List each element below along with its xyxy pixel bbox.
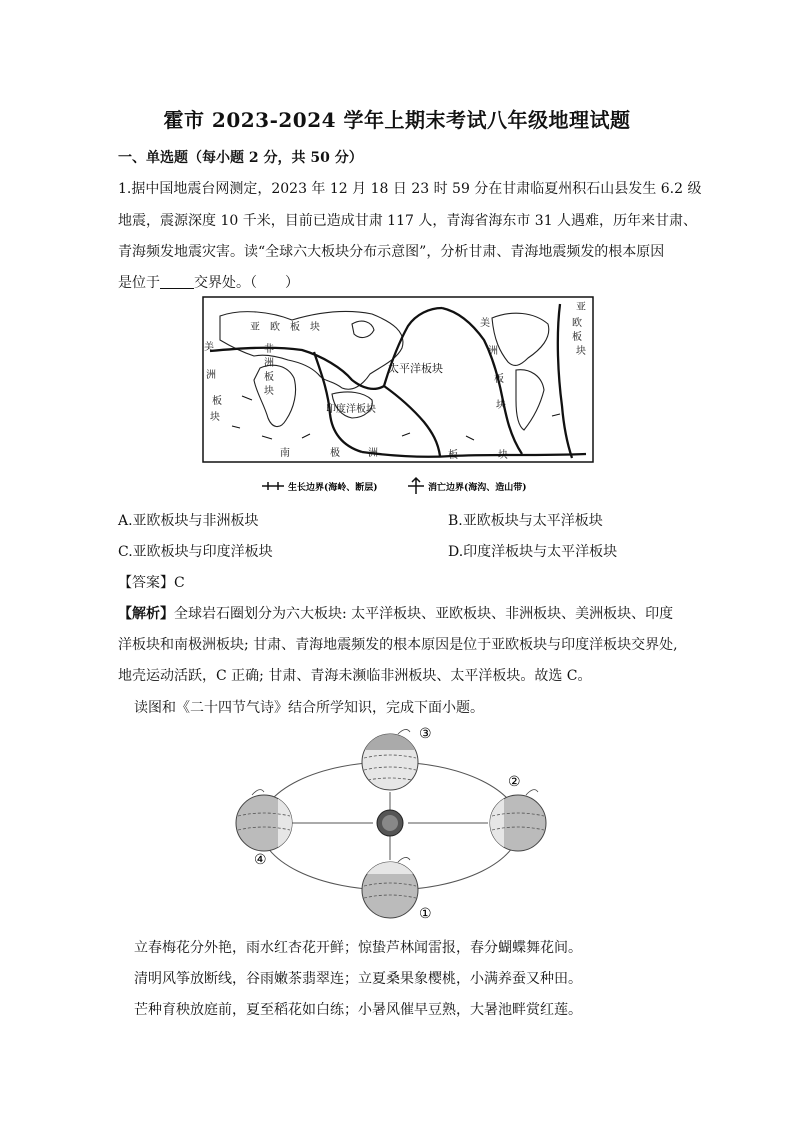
- earth-4: [236, 790, 292, 851]
- option-c[interactable]: C.亚欧板块与印度洋板块: [118, 544, 273, 560]
- legend-subduction: 消亡边界(海沟、造山带): [428, 483, 527, 493]
- map-label-left-mei: 美: [204, 342, 214, 353]
- map-label-america-3: 板: [494, 374, 504, 385]
- earth-2: [490, 790, 546, 851]
- earth-1: [362, 857, 418, 918]
- poem-line-3: 芒种育秧放庭前，夏至稻花如白练；小暑风催早豆熟，大暑池畔赏红莲。: [134, 1002, 582, 1018]
- option-d[interactable]: D.印度洋板块与太平洋板块: [448, 544, 618, 560]
- map-label-right-ya: 亚: [576, 302, 586, 313]
- map-label-africa-3: 板: [264, 372, 274, 383]
- option-b[interactable]: B.亚欧板块与太平洋板块: [448, 513, 603, 529]
- map-label-africa-1: 非: [264, 344, 274, 355]
- orbit-label-3: ③: [419, 726, 432, 742]
- q1-line-4: [118, 272, 299, 292]
- page-title: 霍市 2023-2024 学年上期末考试八年级地理试题: [163, 108, 631, 132]
- analysis-line-1: [118, 603, 673, 623]
- map-label-antarctic-4: 板: [448, 450, 458, 461]
- map-label-left-kuai: 块: [210, 412, 220, 423]
- map-label-left-zhou: 洲: [206, 370, 216, 381]
- q1-line-1: 1.据中国地震台网测定，2023 年 12 月 18 日 23 时 59 分在甘肃临夏州积石山县发生 6.2 级: [118, 181, 702, 197]
- orbit-label-4: ④: [254, 852, 267, 868]
- plate-map: [202, 296, 594, 500]
- map-legend: [262, 478, 527, 494]
- q1-line-3: 青海频发地震灾害。读“全球六大板块分布示意图”，分析甘肃、青海地震频发的根本原因: [118, 244, 665, 260]
- q1-line-2: 地震，震源深度 10 千米，目前已造成甘肃 117 人，青海省海东市 31 人遇难，历年来甘肃、: [118, 213, 698, 229]
- map-label-america-4: 块: [496, 400, 506, 411]
- map-label-antarctic-2: 极: [330, 448, 340, 459]
- sun-core: [382, 815, 398, 831]
- orbit-diagram: [228, 720, 558, 925]
- orbit-label-1: ①: [419, 906, 432, 922]
- answer-blank: [160, 274, 194, 289]
- map-label-africa-2: 洲: [264, 358, 274, 369]
- q1-line-4-prefix: 是位于: [118, 275, 160, 291]
- map-label-antarctic-5: 块: [498, 450, 508, 461]
- map-label-antarctic-3: 洲: [368, 448, 378, 459]
- intro-question-2: 读图和《二十四节气诗》结合所学知识，完成下面小题。: [134, 700, 484, 716]
- map-label-america-2: 洲: [488, 346, 498, 357]
- legend-growth: 生长边界(海岭、断层): [288, 483, 378, 493]
- map-label-right-ou: 欧: [572, 318, 582, 329]
- map-label-right-kuai: 块: [576, 346, 586, 357]
- analysis-text-1: 全球岩石圈划分为六大板块: 太平洋板块、亚欧板块、非洲板块、美洲板块、印度: [174, 606, 674, 622]
- poem-line-1: 立春梅花分外艳，雨水红杏花开鲜；惊蛰芦林闻雷报，春分蝴蝶舞花间。: [134, 940, 582, 956]
- map-label-right-ban: 板: [572, 332, 582, 343]
- growth-boundary-symbol: [262, 482, 284, 490]
- option-a[interactable]: A.亚欧板块与非洲板块: [118, 513, 259, 529]
- answer: 【答案】C: [118, 575, 185, 591]
- analysis-line-2: 洋板块和南极洲板块; 甘肃、青海地震频发的根本原因是位于亚欧板块与印度洋板块交界处,: [118, 637, 678, 653]
- subduction-boundary-symbol: [408, 478, 424, 494]
- map-label-indian: 印度洋板块: [326, 404, 376, 415]
- orbit-label-2: ②: [508, 774, 521, 790]
- analysis-label: 【解析】: [118, 606, 174, 622]
- q1-line-4-suffix: 交界处。（ ）: [194, 275, 299, 291]
- section-heading: 一、单选题（每小题 2 分，共 50 分）: [118, 150, 363, 166]
- map-label-africa-4: 块: [264, 386, 274, 397]
- analysis-line-3: 地壳运动活跃，C 正确; 甘肃、青海未濒临非洲板块、太平洋板块。故选 C。: [118, 668, 592, 684]
- map-label-antarctic-1: 南: [280, 448, 290, 459]
- poem-line-2: 清明风筝放断线，谷雨嫩茶翡翠连；立夏桑果象樱桃，小满养蚕又种田。: [134, 971, 582, 987]
- map-label-eurasia: 亚 欧 板 块: [250, 322, 320, 333]
- map-label-pacific: 太平洋板块: [388, 362, 443, 375]
- earth-3: [362, 729, 418, 790]
- map-label-america-1: 美: [480, 318, 490, 329]
- map-label-left-ban: 板: [212, 396, 222, 407]
